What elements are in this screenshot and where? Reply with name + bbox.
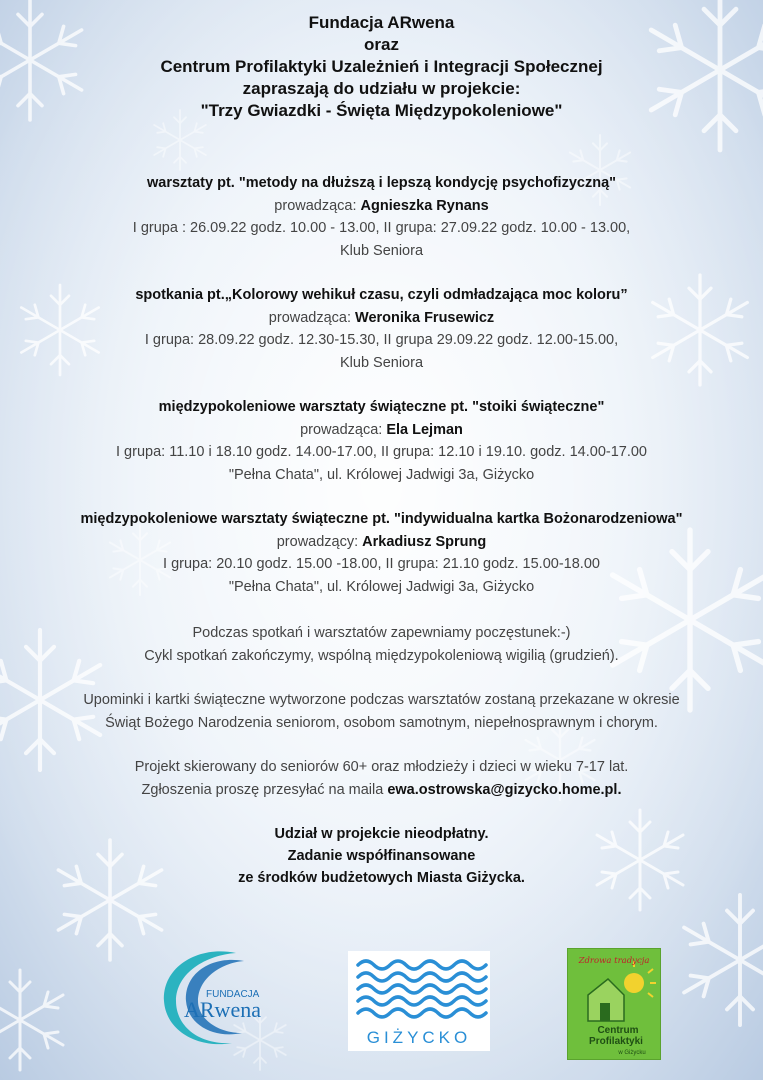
info-line: ze środków budżetowych Miasta Giżycka.: [238, 870, 525, 886]
registration-prefix: Zgłoszenia proszę przesyłać na maila: [141, 781, 388, 798]
leader-label: prowadząca:: [300, 421, 387, 438]
event-dates: I grupa : 26.09.22 godz. 10.00 - 13.00, II grupa: 27.09.22 godz. 10.00 - 13.00,: [132, 220, 631, 236]
info-line: Podczas spotkań i warsztatów zapewniamy poczęstunek:-): [192, 625, 571, 641]
event-dates: I grupa: 20.10 godz. 15.00 -18.00, II grupa: 21.10 godz. 15.00-18.00: [163, 556, 600, 572]
info-line: Zadanie współfinansowane: [287, 848, 476, 864]
event-leader: [0, 531, 763, 554]
info-line: Cykl spotkań zakończymy, wspólną międzypokoleniową wigilią (grudzień).: [144, 647, 619, 664]
flyer-header: [0, 12, 763, 122]
event-place: "Pełna Chata", ul. Królowej Jadwigi 3a, Giżycko: [228, 466, 535, 483]
event-block: [0, 508, 763, 598]
event-block: [0, 396, 763, 486]
gizycko-logo: [348, 951, 490, 1051]
event-title: międzypokoleniowe warsztaty świąteczne pt. "stoiki świąteczne": [158, 399, 605, 415]
event-place: "Pełna Chata", ul. Królowej Jadwigi 3a, Giżycko: [228, 578, 535, 595]
cp-line3: w Giżycku: [618, 1050, 646, 1056]
arwena-big-text: ARwena: [184, 997, 261, 1022]
event-leader: [0, 195, 763, 218]
leader-label: prowadzący:: [276, 533, 363, 550]
header-line: Centrum Profilaktyki Uzależnień i Integracji Społecznej: [160, 57, 603, 76]
info-line: Udział w projekcie nieodpłatny.: [274, 826, 489, 842]
leader-name: Weronika Frusewicz: [355, 309, 495, 326]
header-line: zapraszają do udziału w projekcie:: [242, 79, 521, 98]
event-leader: [0, 419, 763, 442]
leader-name: Ela Lejman: [386, 421, 463, 438]
event-title: spotkania pt.„Kolorowy wehikuł czasu, czyli odmładzająca moc koloru”: [135, 287, 628, 303]
header-line: Fundacja ARwena: [308, 13, 455, 32]
event-place: Klub Seniora: [339, 242, 424, 259]
gizycko-text: GIŻYCKO: [366, 1028, 472, 1047]
funding-info: [0, 823, 763, 889]
event-block: [0, 172, 763, 262]
contact-email-link[interactable]: ewa.ostrowska@gizycko.home.pl.: [387, 781, 622, 798]
info-line: Projekt skierowany do seniorów 60+ oraz młodzieży i dzieci w wieku 7-17 lat.: [134, 759, 629, 775]
arwena-logo: [158, 945, 268, 1050]
gifts-info: [0, 689, 763, 734]
arwena-small-text: FUNDACJA: [206, 989, 260, 1000]
registration-info: [0, 756, 763, 801]
event-title: warsztaty pt. "metody na dłuższą i lepszą kondycję psychofizyczną": [146, 175, 617, 191]
leader-label: prowadząca:: [274, 197, 361, 214]
refreshments-info: [0, 622, 763, 667]
cp-line2: Profilaktyki: [589, 1036, 643, 1047]
leader-name: Agnieszka Rynans: [360, 197, 489, 214]
event-block: [0, 284, 763, 374]
leader-name: Arkadiusz Sprung: [362, 533, 487, 550]
event-title: międzypokoleniowe warsztaty świąteczne pt. "indywidualna kartka Bożonarodzeniowa": [80, 511, 683, 527]
leader-label: prowadząca:: [268, 309, 356, 326]
event-dates: I grupa: 11.10 i 18.10 godz. 14.00-17.00, II grupa: 12.10 i 19.10. godz. 14.00-17.00: [116, 444, 647, 460]
header-line: "Trzy Gwiazdki - Święta Międzypokoleniowe": [200, 101, 563, 120]
info-line: Upominki i kartki świąteczne wytworzone podczas warsztatów zostaną przekazane w okresie: [83, 692, 680, 708]
cp-line1: Centrum: [597, 1025, 639, 1036]
info-line: Świąt Bożego Narodzenia seniorom, osobom samotnym, niepełnosprawnym i chorym.: [105, 714, 658, 731]
info-line: [0, 779, 763, 802]
cp-tagline: Zdrowa tradycja: [578, 956, 650, 966]
header-line: oraz: [364, 35, 399, 54]
centrum-profilaktyki-logo: [567, 948, 661, 1060]
event-place: Klub Seniora: [339, 354, 424, 371]
event-leader: [0, 307, 763, 330]
event-dates: I grupa: 28.09.22 godz. 12.30-15.30, II grupa 29.09.22 godz. 12.00-15.00,: [144, 332, 619, 348]
sponsor-logos: [0, 945, 763, 1065]
